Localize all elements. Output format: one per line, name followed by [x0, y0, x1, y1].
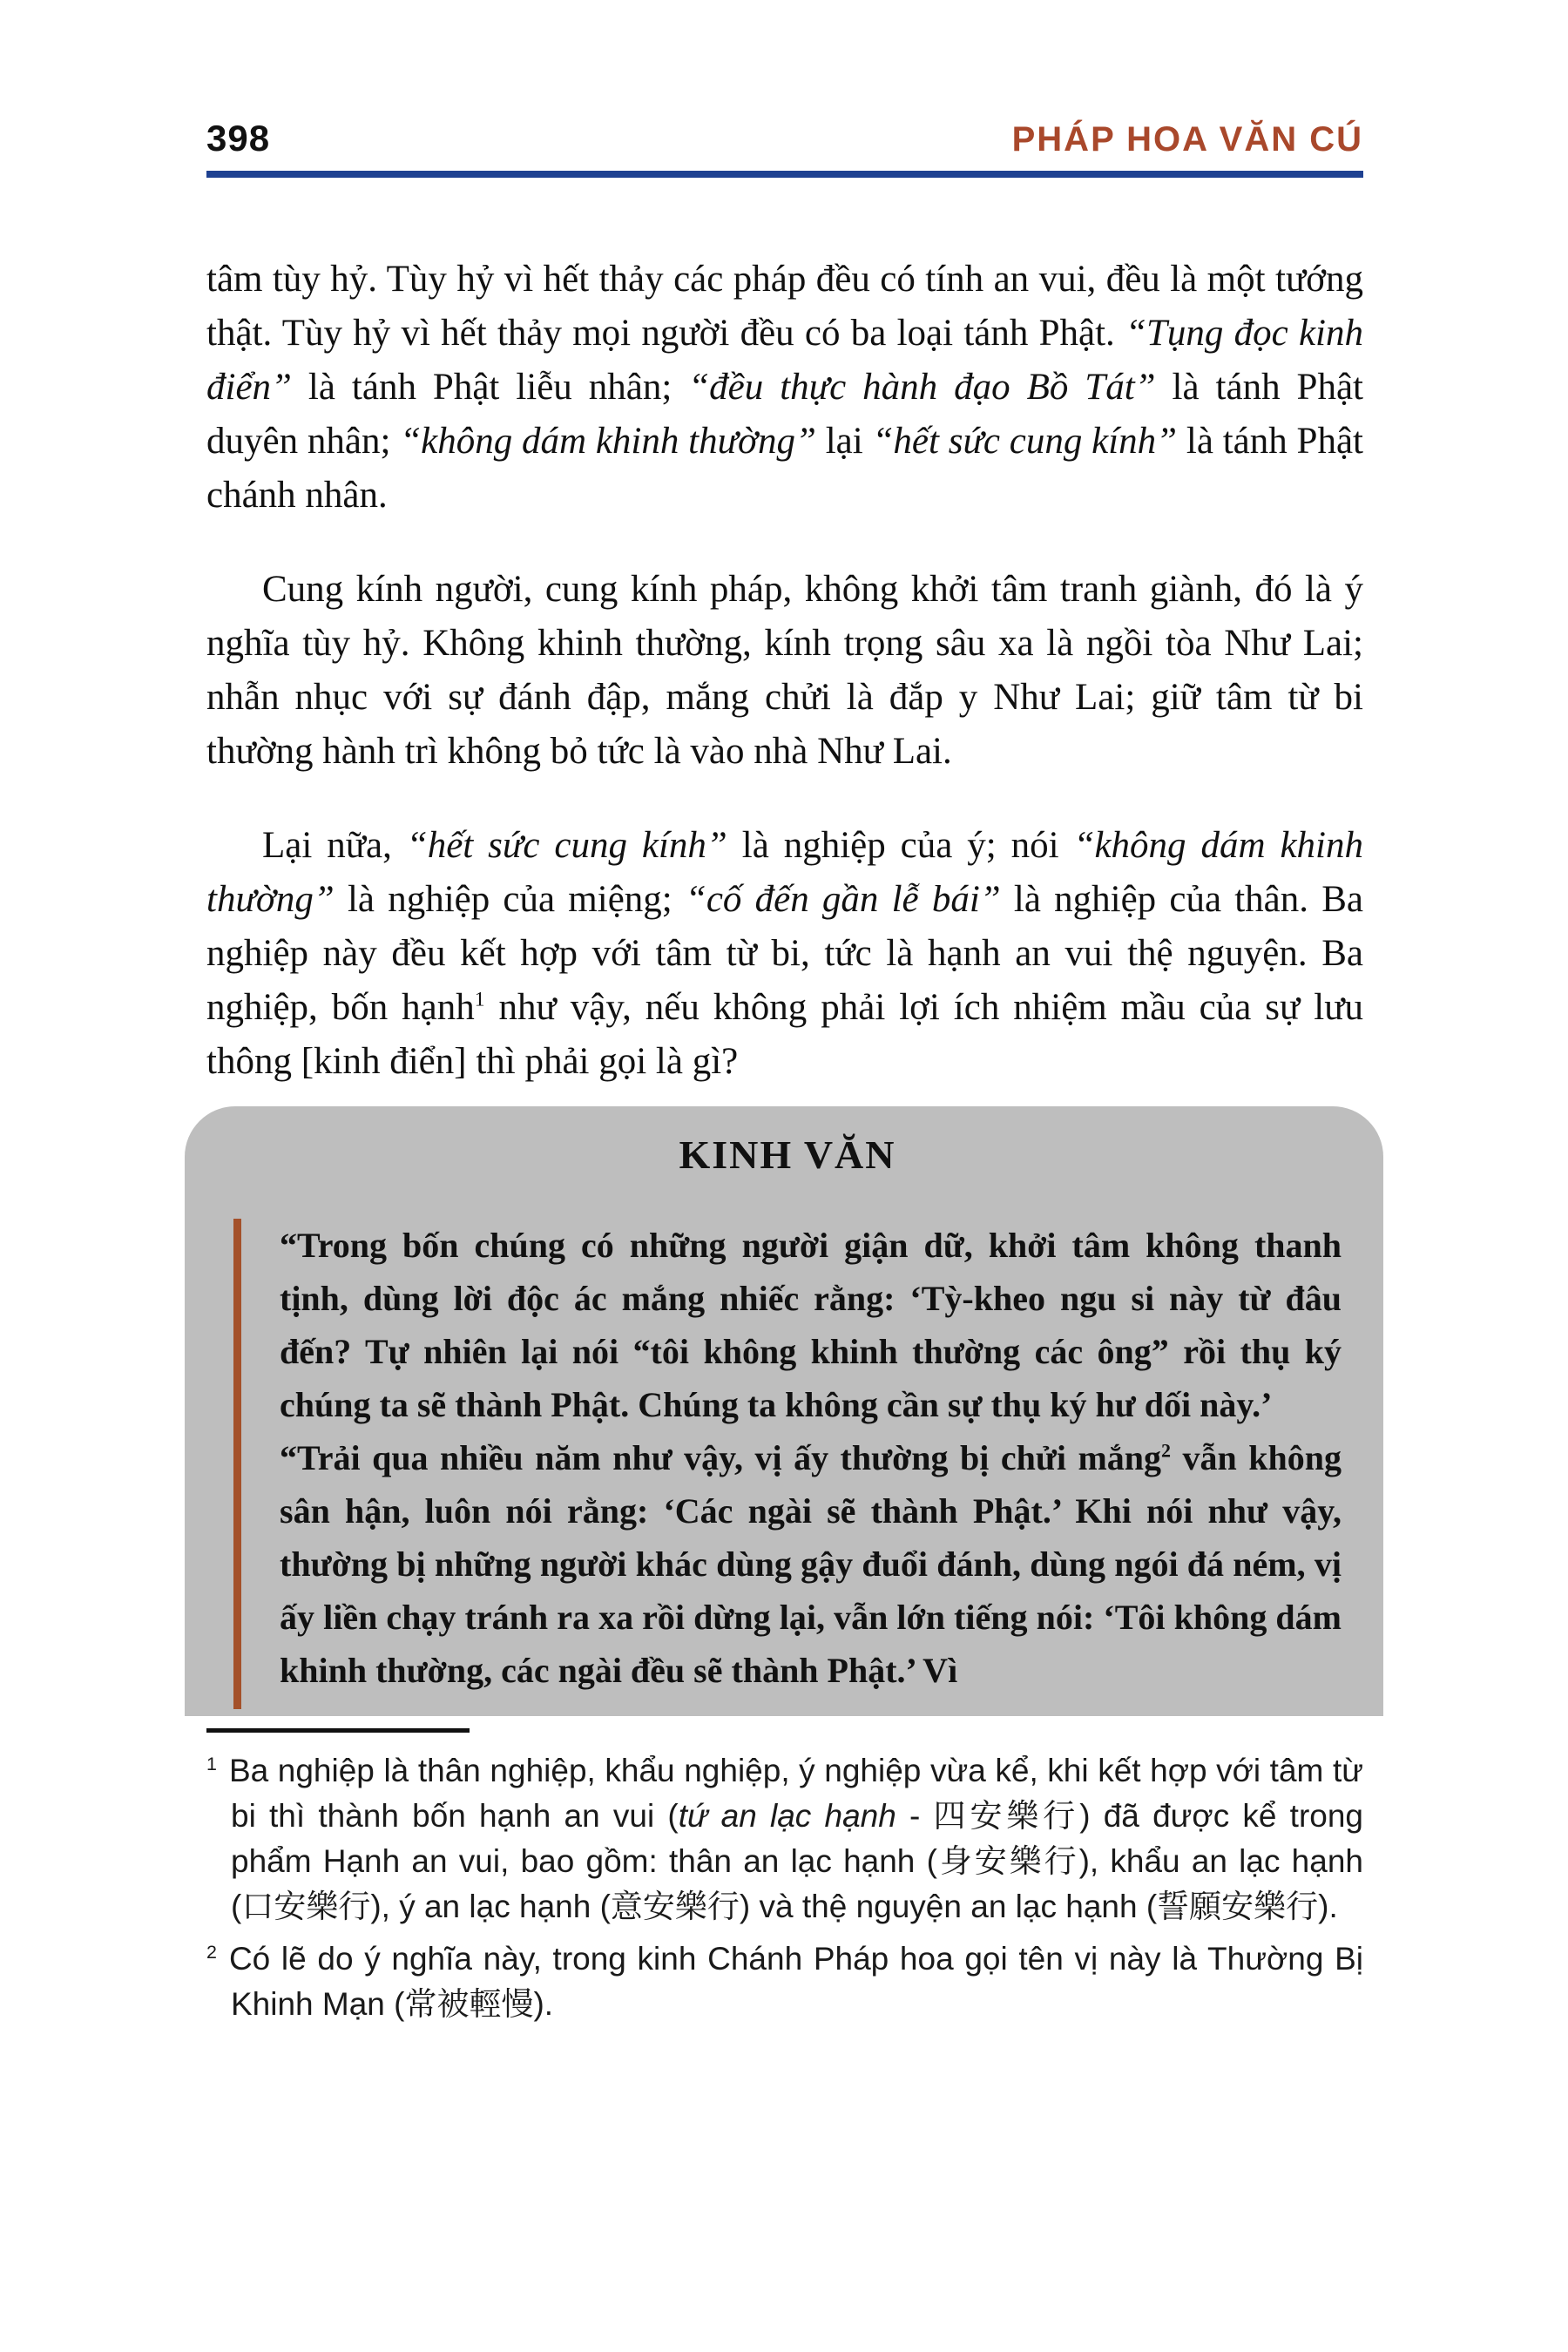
- footnote-1-text: Ba nghiệp là thân nghiệp, khẩu nghiệp, ý nghiệp vừa kể, khi kết hợp với tâm từ bi thì thành bốn hạnh an vui (tứ an lạc hạnh - 四安樂行) đã được kể trong phẩm Hạnh an vui, bao gồm: thân an lạc hạnh (身安樂行), khẩu an lạc hạnh (口安樂行), ý an lạc hạnh (意安樂行) và thệ nguyện an lạc hạnh (誓願安樂行).: [228, 1753, 1363, 1924]
- footnote-marker-2: 2: [206, 1941, 217, 1963]
- footnote-2: [206, 1936, 1363, 2027]
- kinh-van-box: [185, 1106, 1383, 1716]
- page-number: 398: [206, 118, 271, 159]
- footnote-1: [206, 1748, 1363, 1930]
- running-header: [206, 120, 1363, 157]
- body-paragraph-1: tâm tùy hỷ. Tùy hỷ vì hết thảy các pháp đều có tính an vui, đều là một tướng thật. Tùy hỷ vì hết thảy mọi người đều có ba loại tánh Phật. “Tụng đọc kinh điển” là tánh Phật liễu nhân; “đều thực hành đạo Bồ Tát” là tánh Phật duyên nhân; “không dám khinh thường” lại “hết sức cung kính” là tánh Phật chánh nhân.: [206, 259, 1363, 516]
- page-content-column: [206, 120, 1363, 2034]
- footnote-marker-1: 1: [206, 1753, 217, 1774]
- body-text: [206, 253, 1363, 1089]
- body-paragraph-3: Lại nữa, “hết sức cung kính” là nghiệp của ý; nói “không dám khinh thường” là nghiệp của miệng; “cố đến gần lễ bái” là nghiệp của thân. Ba nghiệp này đều kết hợp với tâm từ bi, tức là hạnh an vui thệ nguyện. Ba nghiệp, bốn hạnh$^1$ như vậy, nếu không phải lợi ích nhiệm mầu của sự lưu thông [kinh điển] thì phải gọi là gì?: [206, 825, 1364, 1082]
- footnotes: [206, 1748, 1363, 2027]
- scripture-quote: [233, 1219, 1342, 1709]
- body-paragraph-2: Cung kính người, cung kính pháp, không khởi tâm tranh giành, đó là ý nghĩa tùy hỷ. Không khinh thường, kính trọng sâu xa là ngồi tòa Như Lai; nhẫn nhục với sự đánh đập, mắng chửi là đắp y Như Lai; giữ tâm từ bi thường hành trì không bỏ tức là vào nhà Như Lai.: [206, 569, 1363, 772]
- quote-accent-bar: [233, 1219, 241, 1709]
- quote-paragraph-2: “Trải qua nhiều năm như vậy, vị ấy thường bị chửi mắng$^2$ vẫn không sân hận, luôn nói rằng: ‘Các ngài sẽ thành Phật.’ Khi nói như vậy, thường bị những người khác dùng gậy đuổi đánh, dùng ngói đá ném, vị ấy liền chạy tránh ra xa rồi dừng lại, vẫn lớn tiếng nói: ‘Tôi không dám khinh thường, các ngài đều sẽ thành Phật.’ Vì: [280, 1438, 1342, 1690]
- kinh-van-title: KINH VĂN: [679, 1132, 896, 1177]
- footnote-2-text: Có lẽ do ý nghĩa này, trong kinh Chánh Pháp hoa gọi tên vị này là Thường Bị Khinh Mạn (常被輕慢).: [228, 1941, 1363, 2022]
- quote-paragraph-1: “Trong bốn chúng có những người giận dữ, khởi tâm không thanh tịnh, dùng lời độc ác mắng nhiếc rằng: ‘Tỳ-kheo ngu si này từ đâu đến? Tự nhiên lại nói “tôi không khinh thường các ông” rồi thụ ký chúng ta sẽ thành Phật. Chúng ta không cần sự thụ ký hư dối này.’: [280, 1226, 1342, 1424]
- footnote-separator: [206, 1728, 470, 1733]
- header-rule: [206, 171, 1363, 178]
- book-title: PHÁP HOA VĂN CÚ: [1011, 120, 1363, 159]
- quote-text: [280, 1219, 1342, 1709]
